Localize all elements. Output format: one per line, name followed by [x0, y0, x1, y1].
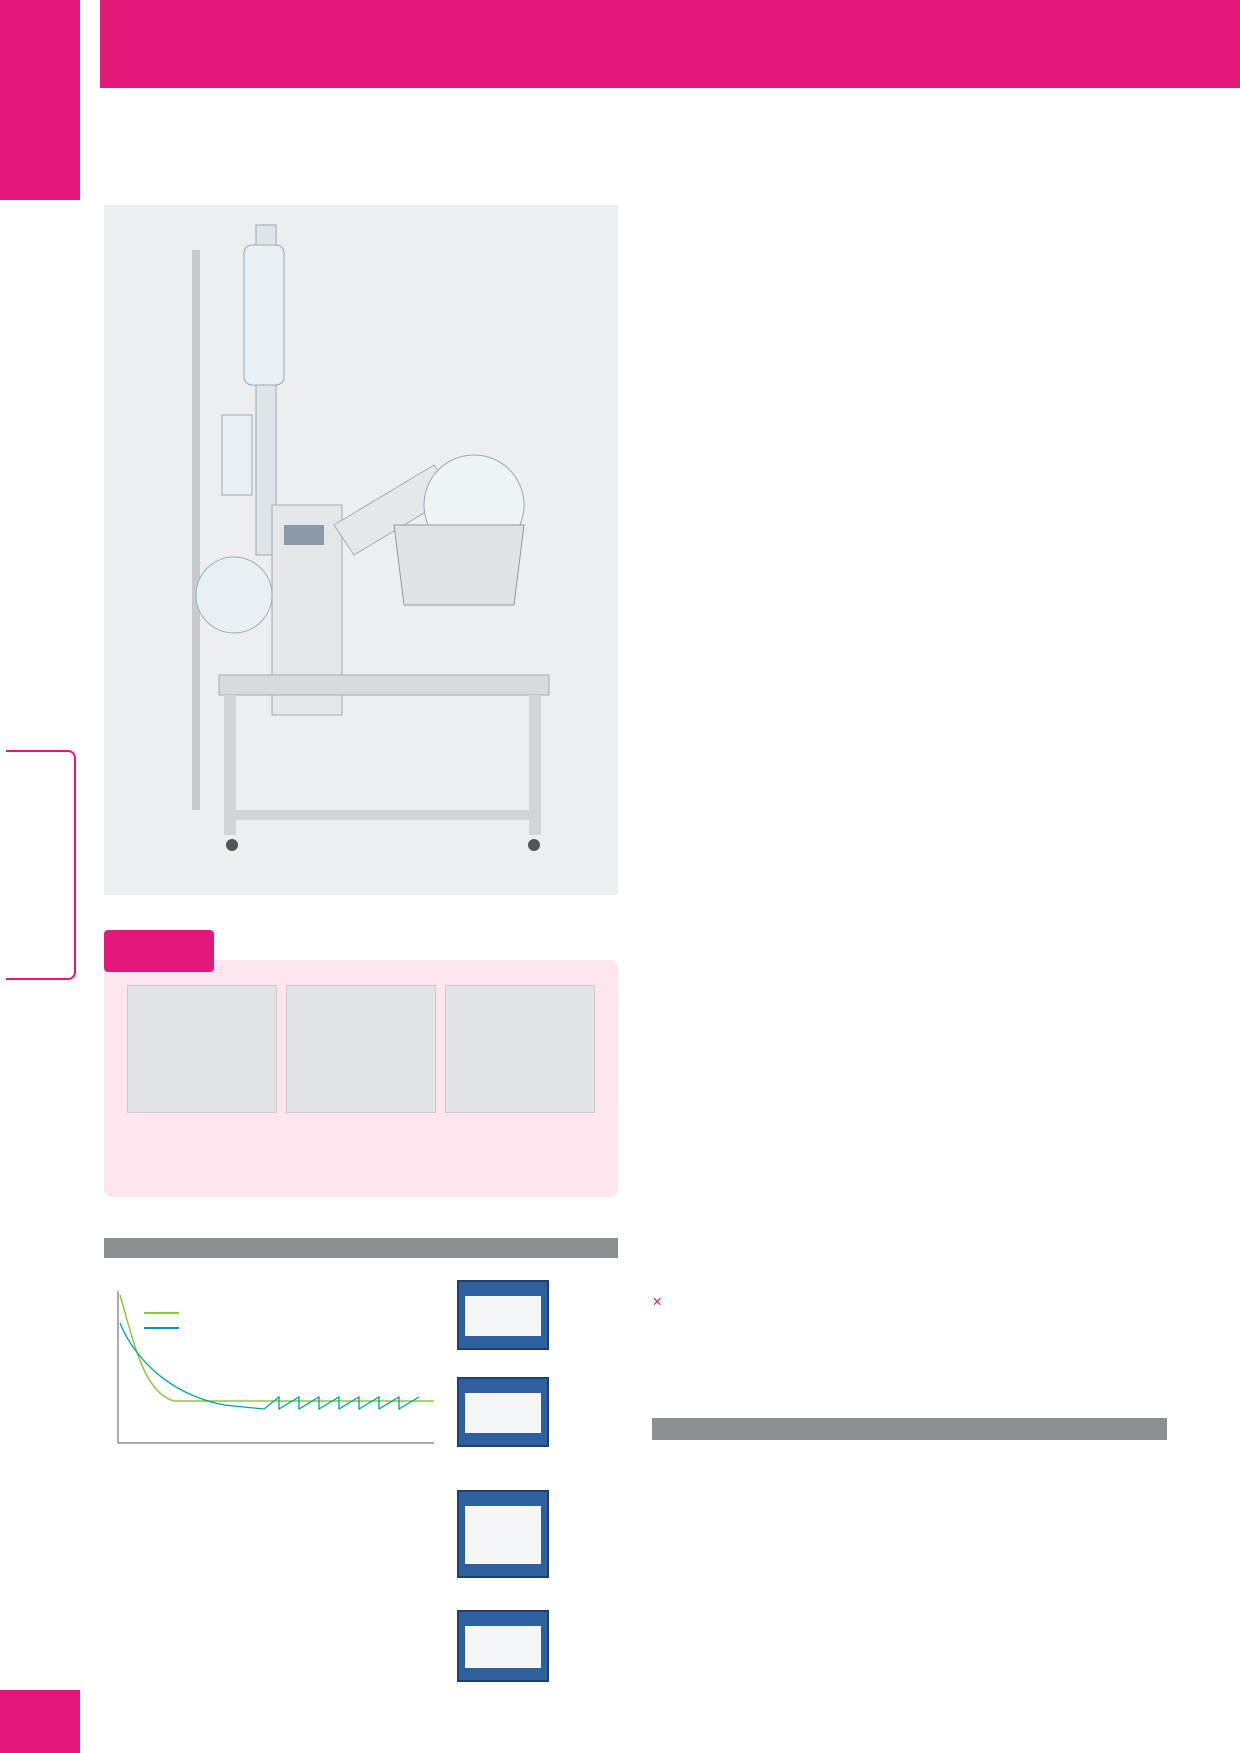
operation-bar [104, 1238, 618, 1258]
chapter-number [0, 0, 80, 22]
vertical-section-label [6, 750, 76, 980]
data-bar [652, 1418, 1167, 1440]
rotary-evaporator-illustration [104, 205, 618, 895]
teflon-seal-photo [286, 985, 436, 1113]
evaporation-time-chart [652, 1505, 1172, 1745]
product-photo [104, 205, 618, 895]
vacuum-control-diagram [104, 1283, 434, 1463]
note-4 [652, 1292, 662, 1311]
program-screen [457, 1490, 549, 1578]
auto-screen [457, 1377, 549, 1447]
no-plug-icon: ✕ [652, 1294, 663, 1309]
spec-notes [652, 1292, 662, 1311]
clamp-photo [127, 985, 277, 1113]
mechanical-seal-photo [445, 985, 595, 1113]
page-number [0, 1690, 80, 1753]
chapter-sidebar [0, 0, 80, 1753]
step-screen [457, 1610, 549, 1682]
manual-screen [457, 1280, 549, 1350]
point-badge [104, 930, 214, 972]
gradient-start-line [120, 1295, 434, 1401]
page-header-band [100, 0, 1240, 88]
chapter-tab [0, 0, 80, 200]
